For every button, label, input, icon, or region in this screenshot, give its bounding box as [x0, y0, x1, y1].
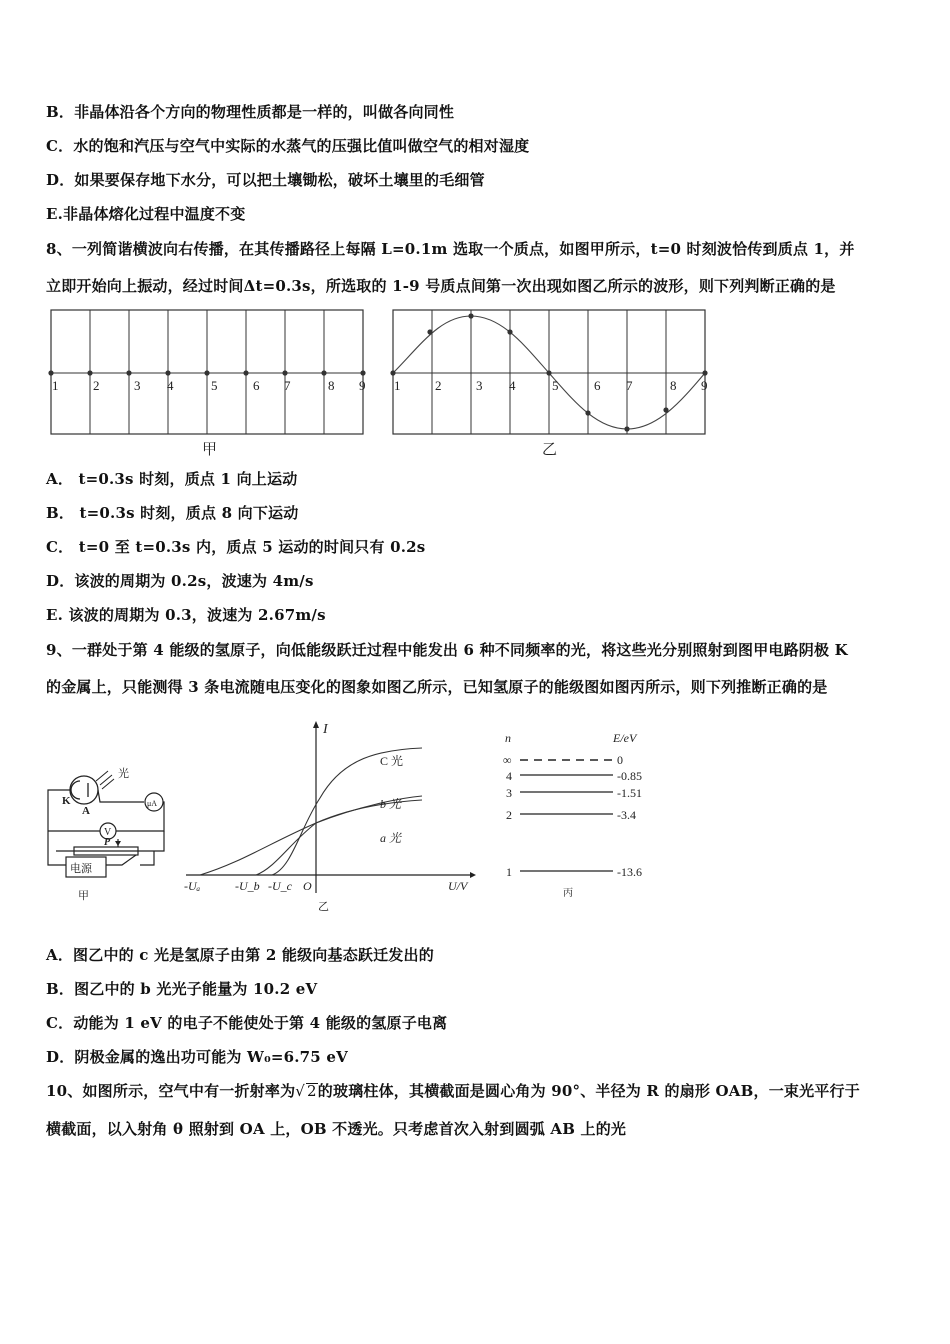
q9-stem-line2: 的金属上，只能测得 3 条电流随电压变化的图象如图乙所示，已知氢原子的能级图如图丙所示，则下列推断正确的是 — [46, 678, 828, 696]
q8-option-c: C． t=0 至 t=0.3s 内，质点 5 运动的时间只有 0.2s — [46, 538, 426, 556]
circuit-k-label: K — [62, 795, 71, 807]
level-e-3: -1.51 — [617, 786, 642, 800]
circuit-p-label: P — [104, 837, 111, 848]
q10-stem-line1 — [46, 1080, 860, 1101]
q7-option-b: B．非晶体沿各个方向的物理性质都是一样的，叫做各向同性 — [46, 103, 455, 121]
q8-yi-label-3: 3 — [476, 378, 483, 393]
q8-stem-line1: 8、一列简谐横波向右传播，在其传播路径上每隔 L=0.1m 选取一个质点，如图甲所示，t=0 时刻波恰传到质点 1，并 — [46, 240, 855, 258]
iv-xlabel: U/V — [448, 879, 468, 893]
q9-option-c: C．动能为 1 eV 的电子不能使处于第 4 能级的氢原子电离 — [46, 1014, 448, 1032]
q8-option-e: E. 该波的周期为 0.3，波速为 2.67m/s — [46, 606, 326, 624]
q8-figure-yi — [390, 306, 720, 462]
circuit-v-label: V — [104, 827, 112, 838]
q8-jia-label-4: 4 — [167, 378, 174, 393]
level-n-3: 3 — [506, 786, 512, 800]
q9-levels-figure — [495, 722, 670, 902]
q8-yi-label-6: 6 — [594, 378, 601, 393]
levels-n-header: n — [505, 731, 511, 745]
q8-jia-label-5: 5 — [211, 378, 218, 393]
q8-option-b: B． t=0.3s 时刻，质点 8 向下运动 — [46, 504, 299, 522]
q8-yi-caption: 乙 — [542, 442, 558, 458]
levels-caption: 丙 — [563, 888, 573, 899]
q9-option-b: B．图乙中的 b 光光子能量为 10.2 eV — [46, 980, 318, 998]
q10-radicand: 2 — [307, 1082, 317, 1100]
q10-stem-pre: 10、如图所示，空气中有一折射率为 — [46, 1082, 296, 1100]
sqrt-icon: √ — [295, 1082, 306, 1100]
q8-yi-label-1: 1 — [394, 378, 401, 393]
iv-label-ub: -U_b — [235, 879, 260, 893]
q8-yi-label-9: 9 — [701, 378, 708, 393]
circuit-power-label: 电源 — [70, 863, 92, 875]
iv-label-a: a 光 — [380, 831, 402, 845]
q7-option-d: D．如果要保存地下水分，可以把土壤锄松，破坏土壤里的毛细管 — [46, 171, 485, 189]
q9-option-d: D．阴极金属的逸出功可能为 W₀=6.75 eV — [46, 1048, 348, 1066]
q8-figure-jia — [46, 306, 376, 462]
q8-jia-label-9: 9 — [359, 378, 366, 393]
q8-jia-label-8: 8 — [328, 378, 335, 393]
level-n-1: 1 — [506, 865, 512, 879]
q8-yi-label-7: 7 — [626, 378, 633, 393]
circuit-a-label: A — [82, 805, 90, 817]
iv-caption: 乙 — [318, 901, 329, 913]
circuit-caption: 甲 — [78, 890, 89, 902]
q7-option-c: C．水的饱和汽压与空气中实际的水蒸气的压强比值叫做空气的相对湿度 — [46, 137, 530, 155]
q8-yi-label-2: 2 — [435, 378, 442, 393]
q8-stem-line2: 立即开始向上振动，经过时间Δt=0.3s，所选取的 1-9 号质点间第一次出现如图乙所示的波形，则下列判断正确的是 — [46, 277, 836, 295]
q9-iv-figure — [180, 718, 480, 913]
q8-option-a: A． t=0.3s 时刻，质点 1 向上运动 — [46, 470, 298, 488]
q8-yi-label-5: 5 — [552, 378, 559, 393]
q8-jia-label-7: 7 — [284, 378, 291, 393]
q8-yi-label-8: 8 — [670, 378, 677, 393]
level-e-4: -0.85 — [617, 769, 642, 783]
level-n-4: 4 — [506, 769, 512, 783]
iv-label-uc: -U_c — [268, 879, 292, 893]
q8-jia-label-3: 3 — [134, 378, 141, 393]
q8-yi-label-4: 4 — [509, 378, 516, 393]
level-e-inf: 0 — [617, 753, 623, 767]
iv-label-ua: -Uₐ — [184, 879, 201, 893]
q8-jia-caption: 甲 — [202, 442, 218, 458]
q8-jia-label-2: 2 — [93, 378, 100, 393]
level-e-1: -13.6 — [617, 865, 642, 879]
q7-option-e: E.非晶体熔化过程中温度不变 — [46, 205, 246, 223]
q9-circuit-figure — [44, 755, 174, 905]
level-n-inf: ∞ — [503, 753, 512, 767]
q10-stem-post: 的玻璃柱体，其横截面是圆心角为 90°、半径为 R 的扇形 OAB，一束光平行于 — [317, 1082, 860, 1100]
iv-origin: O — [303, 879, 312, 893]
level-e-2: -3.4 — [617, 808, 636, 822]
levels-e-header: E/eV — [613, 731, 637, 745]
q8-jia-label-6: 6 — [253, 378, 260, 393]
q8-jia-label-1: 1 — [52, 378, 59, 393]
level-n-2: 2 — [506, 808, 512, 822]
q8-option-d: D．该波的周期为 0.2s，波速为 4m/s — [46, 572, 314, 590]
q9-option-a: A．图乙中的 c 光是氢原子由第 2 能级向基态跃迁发出的 — [46, 946, 434, 964]
circuit-ua-label: μA — [147, 799, 158, 808]
iv-ylabel: I — [323, 722, 328, 737]
q9-stem-line1: 9、一群处于第 4 能级的氢原子，向低能级跃迁过程中能发出 6 种不同频率的光，将这些光分别照射到图甲电路阴极 K — [46, 641, 848, 659]
phototube-icon — [70, 776, 98, 804]
circuit-light-label: 光 — [118, 768, 129, 780]
q10-stem-line2: 横截面，以入射角 θ 照射到 OA 上，OB 不透光。只考虑首次入射到圆弧 AB 上的光 — [46, 1120, 627, 1138]
iv-label-b: b 光 — [380, 797, 402, 811]
iv-label-c: C 光 — [380, 754, 404, 768]
